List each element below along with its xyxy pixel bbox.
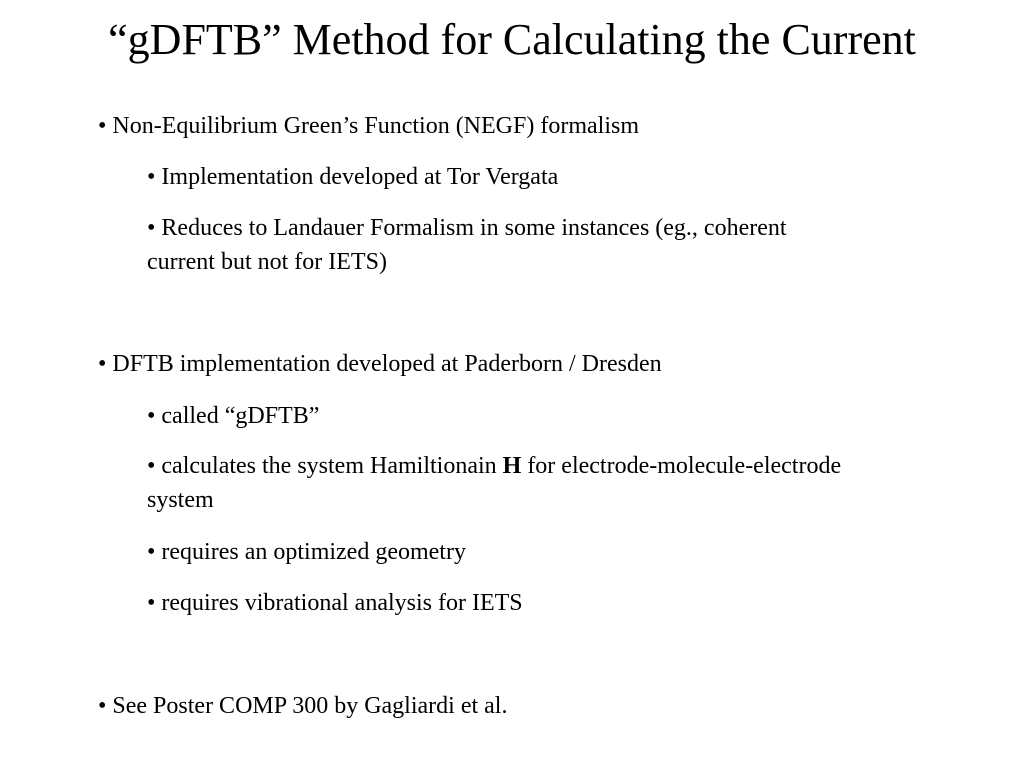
bullet-negf: • Non-Equilibrium Green’s Function (NEGF) formalism xyxy=(98,113,639,139)
slide-title: “gDFTB” Method for Calculating the Current xyxy=(108,15,916,64)
bullet-landauer-line1: • Reduces to Landauer Formalism in some instances (eg., coherent xyxy=(147,215,787,241)
hamiltonian-text-post: for electrode-molecule-electrode xyxy=(521,453,842,479)
hamiltonian-symbol: H xyxy=(502,453,522,479)
bullet-called-gdftb: • called “gDFTB” xyxy=(147,403,320,429)
bullet-landauer-line2: current but not for IETS) xyxy=(147,249,387,275)
hamiltonian-text-pre: • calculates the system Hamiltionain xyxy=(147,453,503,479)
bullet-poster: • See Poster COMP 300 by Gagliardi et al. xyxy=(98,693,508,719)
bullet-vibrational-analysis: • requires vibrational analysis for IETS xyxy=(147,590,523,616)
bullet-dftb-implementation: • DFTB implementation developed at Paderborn / Dresden xyxy=(98,351,662,377)
bullet-optimized-geometry: • requires an optimized geometry xyxy=(147,539,466,565)
bullet-tor-vergata: • Implementation developed at Tor Vergata xyxy=(147,164,559,190)
bullet-hamiltonian xyxy=(147,449,841,483)
bullet-hamiltonian-line2: system xyxy=(147,487,214,513)
